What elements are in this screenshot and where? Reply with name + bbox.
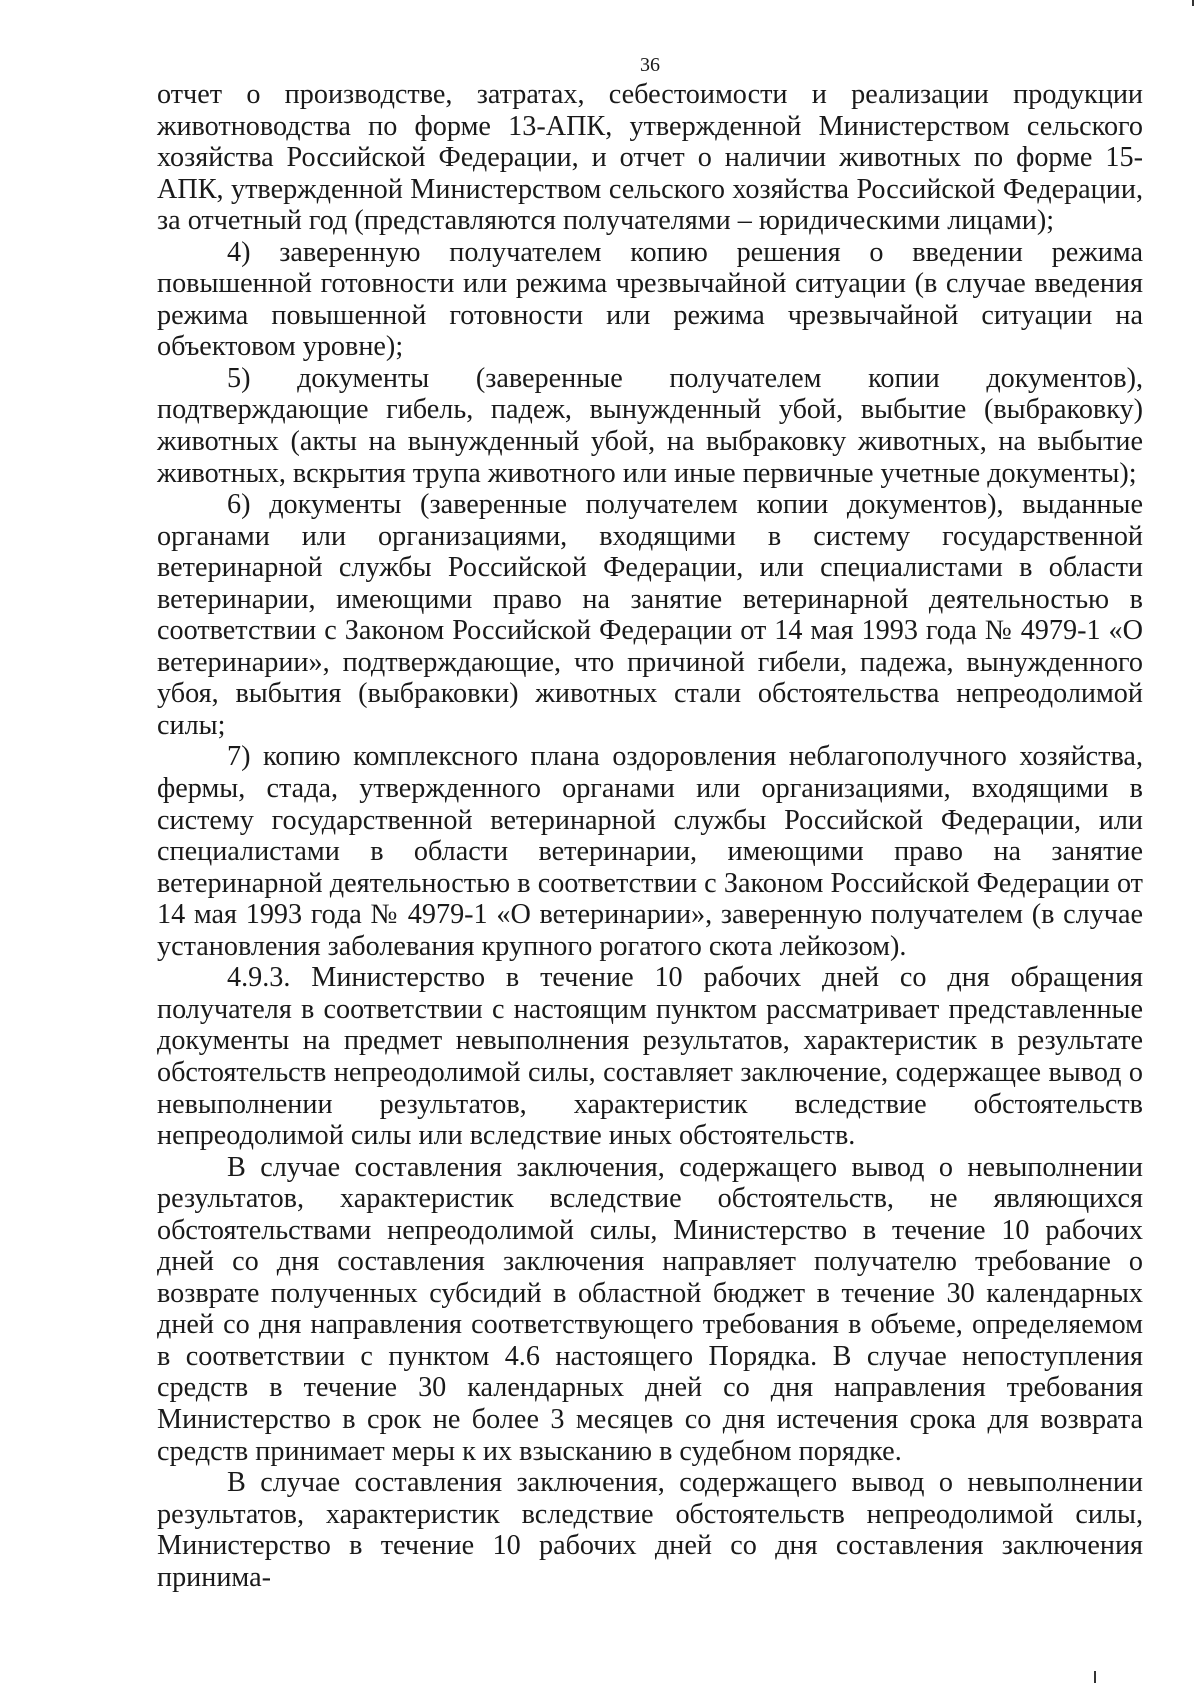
paragraph-item-6: 6) документы (заверенные получателем копии документов), выданные органами или организациями, входящими в систему государственной ветеринарной службы Российской Федерации, или специалистами в области ветеринарии, имеющими право на занятие ветеринарной деятельностью в соответствии с Законом Российской Федерации от 14 мая 1993 года № 4979-1 «О ветеринарии», подтверждающие, что причиной гибели, падежа, вынужденного убоя, выбытия (выбраковки) животных стали обстоятельства непреодолимой силы;: [157, 489, 1143, 741]
paragraph-non-force-majeure: В случае составления заключения, содержащего вывод о невыполнении результатов, характеристик вследствие обстоятельств, не являющихся обстоятельствами непреодолимой силы, Министерство в течение 10 рабочих дней со дня составления заключения направляет получателю требование о возврате полученных субсидий в областной бюджет в течение 30 календарных дней со дня направления соответствующего требования в объеме, определяемом в соответствии с пунктом 4.6 настоящего Порядка. В случае непоступления средств в течение 30 календарных дней со дня направления требования Министерство в срок не более 3 месяцев со дня истечения срока для возврата средств принимает меры к их взысканию в судебном порядке.: [157, 1151, 1143, 1467]
paragraph-item-7: 7) копию комплексного плана оздоровления неблагополучного хозяйства, фермы, стада, утвержденного органами или организациями, входящими в систему государственной ветеринарной службы Российской Федерации, или специалистами в области ветеринарии, имеющими право на занятие ветеринарной деятельностью в соответствии с Законом Российской Федерации от 14 мая 1993 года № 4979-1 «О ветеринарии», заверенную получателем (в случае установления заболевания крупного рогатого скота лейкозом).: [157, 741, 1143, 962]
document-body: [157, 79, 1143, 1593]
scan-artifact-mark: [1094, 1671, 1096, 1683]
paragraph-item-5: 5) документы (заверенные получателем копии документов), подтверждающие гибель, падеж, вынужденный убой, выбытие (выбраковку) животных (акты на вынужденный убой, на выбраковку животных, на выбытие животных, вскрытия трупа животного или иные первичные учетные документы);: [157, 362, 1143, 489]
paragraph-4-9-3: 4.9.3. Министерство в течение 10 рабочих дней со дня обращения получателя в соответствии с настоящим пунктом рассматривает представленные документы на предмет невыполнения результатов, характеристик в результате обстоятельств непреодолимой силы, составляет заключение, содержащее вывод о невыполнении результатов, характеристик вследствие обстоятельств непреодолимой силы или вследствие иных обстоятельств.: [157, 962, 1143, 1152]
paragraph-force-majeure: В случае составления заключения, содержащего вывод о невыполнении результатов, характеристик вследствие обстоятельств непреодолимой силы, Министерство в течение 10 рабочих дней со дня составления заключения принима-: [157, 1467, 1143, 1593]
paragraph-report-forms: отчет о производстве, затратах, себестоимости и реализации продукции животноводства по форме 13-АПК, утвержденной Министерством сельского хозяйства Российской Федерации, и отчет о наличии животных по форме 15-АПК, утвержденной Министерством сельского хозяйства Российской Федерации, за отчетный год (представляются получателями – юридическими лицами);: [157, 79, 1143, 237]
scan-artifact-mark: [1192, 0, 1194, 6]
page-number: 36: [640, 54, 660, 76]
paragraph-item-4: 4) заверенную получателем копию решения о введении режима повышенной готовности или режима чрезвычайной ситуации (в случае введения режима повышенной готовности или режима чрезвычайной ситуации на объектовом уровне);: [157, 236, 1143, 363]
